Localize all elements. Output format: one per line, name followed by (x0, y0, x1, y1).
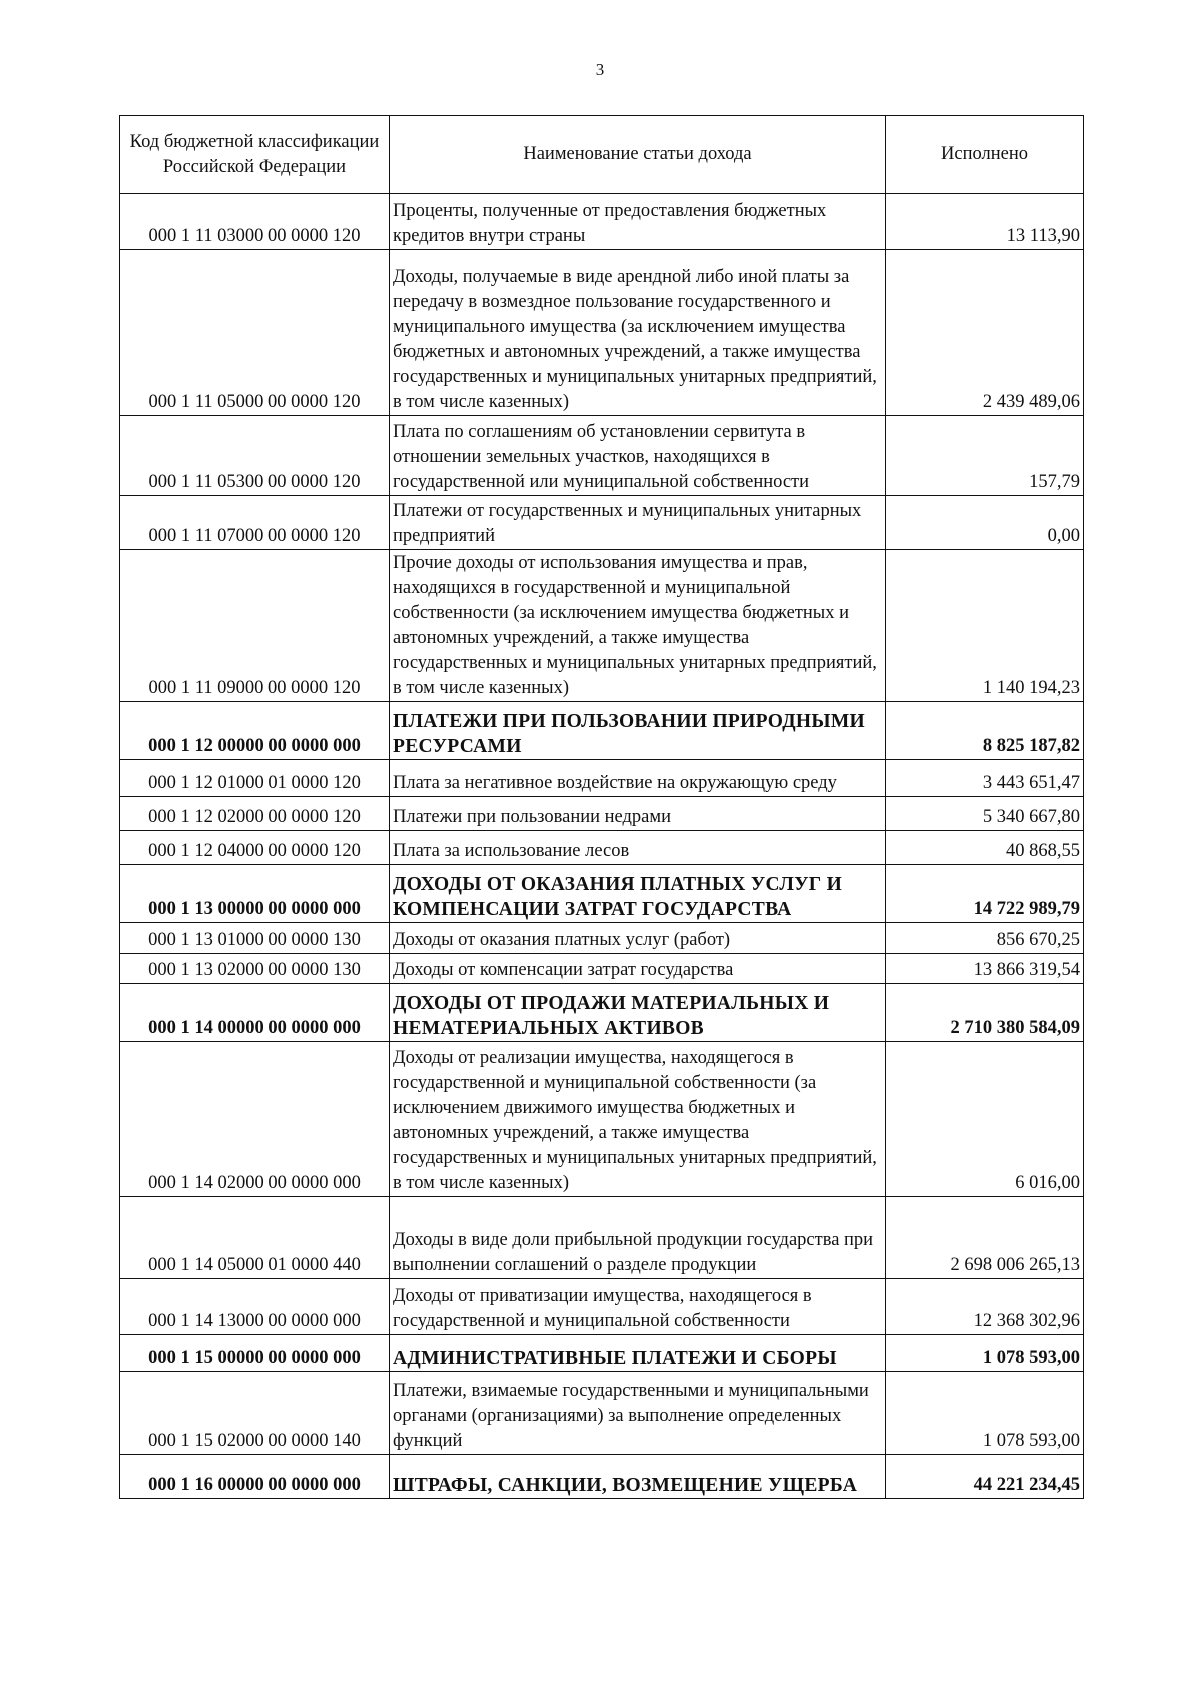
row-code: 000 1 11 03000 00 0000 120 (120, 194, 390, 250)
row-amount: 2 710 380 584,09 (886, 984, 1084, 1042)
row-code: 000 1 14 00000 00 0000 000 (120, 984, 390, 1042)
table-row (120, 923, 1084, 954)
row-code: 000 1 14 05000 01 0000 440 (120, 1197, 390, 1279)
row-name: Платежи, взимаемые государственными и муниципальными органами (организациями) за выполнение определенных функций (390, 1372, 886, 1455)
table-row-section (120, 702, 1084, 760)
row-amount: 3 443 651,47 (886, 760, 1084, 797)
header-name: Наименование статьи дохода (390, 116, 886, 194)
row-amount: 44 221 234,45 (886, 1455, 1084, 1499)
row-code: 000 1 13 01000 00 0000 130 (120, 923, 390, 954)
table-row (120, 831, 1084, 865)
row-code: 000 1 16 00000 00 0000 000 (120, 1455, 390, 1499)
row-amount: 2 439 489,06 (886, 250, 1084, 416)
table-row-section (120, 1455, 1084, 1499)
row-amount: 157,79 (886, 416, 1084, 496)
table-row (120, 1197, 1084, 1279)
row-code: 000 1 12 00000 00 0000 000 (120, 702, 390, 760)
row-code: 000 1 13 02000 00 0000 130 (120, 954, 390, 984)
row-name: ДОХОДЫ ОТ ОКАЗАНИЯ ПЛАТНЫХ УСЛУГ И КОМПЕНСАЦИИ ЗАТРАТ ГОСУДАРСТВА (390, 865, 886, 923)
row-amount: 1 078 593,00 (886, 1335, 1084, 1372)
table-row (120, 550, 1084, 702)
table-row (120, 797, 1084, 831)
header-amount: Исполнено (886, 116, 1084, 194)
row-name: Прочие доходы от использования имущества и прав, находящихся в государственной и муниципальной собственности (за исключением имущества бюджетных и автономных учреждений, а также имущества государственных и муниципальных унитарных предприятий, в том числе казенных) (390, 550, 886, 702)
row-name: Плата за негативное воздействие на окружающую среду (390, 760, 886, 797)
row-amount: 13 113,90 (886, 194, 1084, 250)
row-code: 000 1 13 00000 00 0000 000 (120, 865, 390, 923)
row-code: 000 1 12 02000 00 0000 120 (120, 797, 390, 831)
table-row-section (120, 1335, 1084, 1372)
row-code: 000 1 15 02000 00 0000 140 (120, 1372, 390, 1455)
table-row (120, 1279, 1084, 1335)
row-code: 000 1 15 00000 00 0000 000 (120, 1335, 390, 1372)
revenue-table (119, 115, 1084, 1499)
row-amount: 0,00 (886, 496, 1084, 550)
table-row (120, 250, 1084, 416)
row-code: 000 1 12 04000 00 0000 120 (120, 831, 390, 865)
row-name: Плата за использование лесов (390, 831, 886, 865)
row-name: АДМИНИСТРАТИВНЫЕ ПЛАТЕЖИ И СБОРЫ (390, 1335, 886, 1372)
row-amount: 2 698 006 265,13 (886, 1197, 1084, 1279)
row-name: Доходы от оказания платных услуг (работ) (390, 923, 886, 954)
row-name: ДОХОДЫ ОТ ПРОДАЖИ МАТЕРИАЛЬНЫХ И НЕМАТЕРИАЛЬНЫХ АКТИВОВ (390, 984, 886, 1042)
row-name: Доходы, получаемые в виде арендной либо иной платы за передачу в возмездное пользование государственного и муниципального имущества (за исключением имущества бюджетных и автономных учреждений, а также имущества государственных и муниципальных унитарных предприятий, в том числе казенных) (390, 250, 886, 416)
table-row (120, 760, 1084, 797)
row-amount: 12 368 302,96 (886, 1279, 1084, 1335)
row-amount: 1 140 194,23 (886, 550, 1084, 702)
row-amount: 13 866 319,54 (886, 954, 1084, 984)
row-name: Платежи при пользовании недрами (390, 797, 886, 831)
page-number: 3 (595, 60, 605, 79)
table-row (120, 416, 1084, 496)
row-name: Платежи от государственных и муниципальных унитарных предприятий (390, 496, 886, 550)
row-name: Плата по соглашениям об установлении сервитута в отношении земельных участков, находящихся в государственной или муниципальной собственности (390, 416, 886, 496)
row-amount: 856 670,25 (886, 923, 1084, 954)
table-row (120, 954, 1084, 984)
row-code: 000 1 11 07000 00 0000 120 (120, 496, 390, 550)
row-name: ШТРАФЫ, САНКЦИИ, ВОЗМЕЩЕНИЕ УЩЕРБА (390, 1455, 886, 1499)
row-code: 000 1 12 01000 01 0000 120 (120, 760, 390, 797)
table-row (120, 1042, 1084, 1197)
row-name: Доходы от приватизации имущества, находящегося в государственной и муниципальной собственности (390, 1279, 886, 1335)
row-name: ПЛАТЕЖИ ПРИ ПОЛЬЗОВАНИИ ПРИРОДНЫМИ РЕСУРСАМИ (390, 702, 886, 760)
row-code: 000 1 14 13000 00 0000 000 (120, 1279, 390, 1335)
row-amount: 5 340 667,80 (886, 797, 1084, 831)
row-name: Доходы в виде доли прибыльной продукции государства при выполнении соглашений о разделе продукции (390, 1197, 886, 1279)
table-row (120, 1372, 1084, 1455)
row-code: 000 1 11 09000 00 0000 120 (120, 550, 390, 702)
row-amount: 6 016,00 (886, 1042, 1084, 1197)
row-name: Проценты, полученные от предоставления бюджетных кредитов внутри страны (390, 194, 886, 250)
table-row-section (120, 984, 1084, 1042)
row-code: 000 1 11 05000 00 0000 120 (120, 250, 390, 416)
row-amount: 14 722 989,79 (886, 865, 1084, 923)
row-name: Доходы от компенсации затрат государства (390, 954, 886, 984)
table-row-section (120, 865, 1084, 923)
row-code: 000 1 11 05300 00 0000 120 (120, 416, 390, 496)
table-header-row (120, 116, 1084, 194)
table-row (120, 496, 1084, 550)
table-row (120, 194, 1084, 250)
row-code: 000 1 14 02000 00 0000 000 (120, 1042, 390, 1197)
row-name: Доходы от реализации имущества, находящегося в государственной и муниципальной собственности (за исключением движимого имущества бюджетных и автономных учреждений, а также имущества государственных и муниципальных унитарных предприятий, в том числе казенных) (390, 1042, 886, 1197)
row-amount: 8 825 187,82 (886, 702, 1084, 760)
header-code: Код бюджетной классификации Российской Федерации (120, 116, 390, 194)
row-amount: 40 868,55 (886, 831, 1084, 865)
row-amount: 1 078 593,00 (886, 1372, 1084, 1455)
